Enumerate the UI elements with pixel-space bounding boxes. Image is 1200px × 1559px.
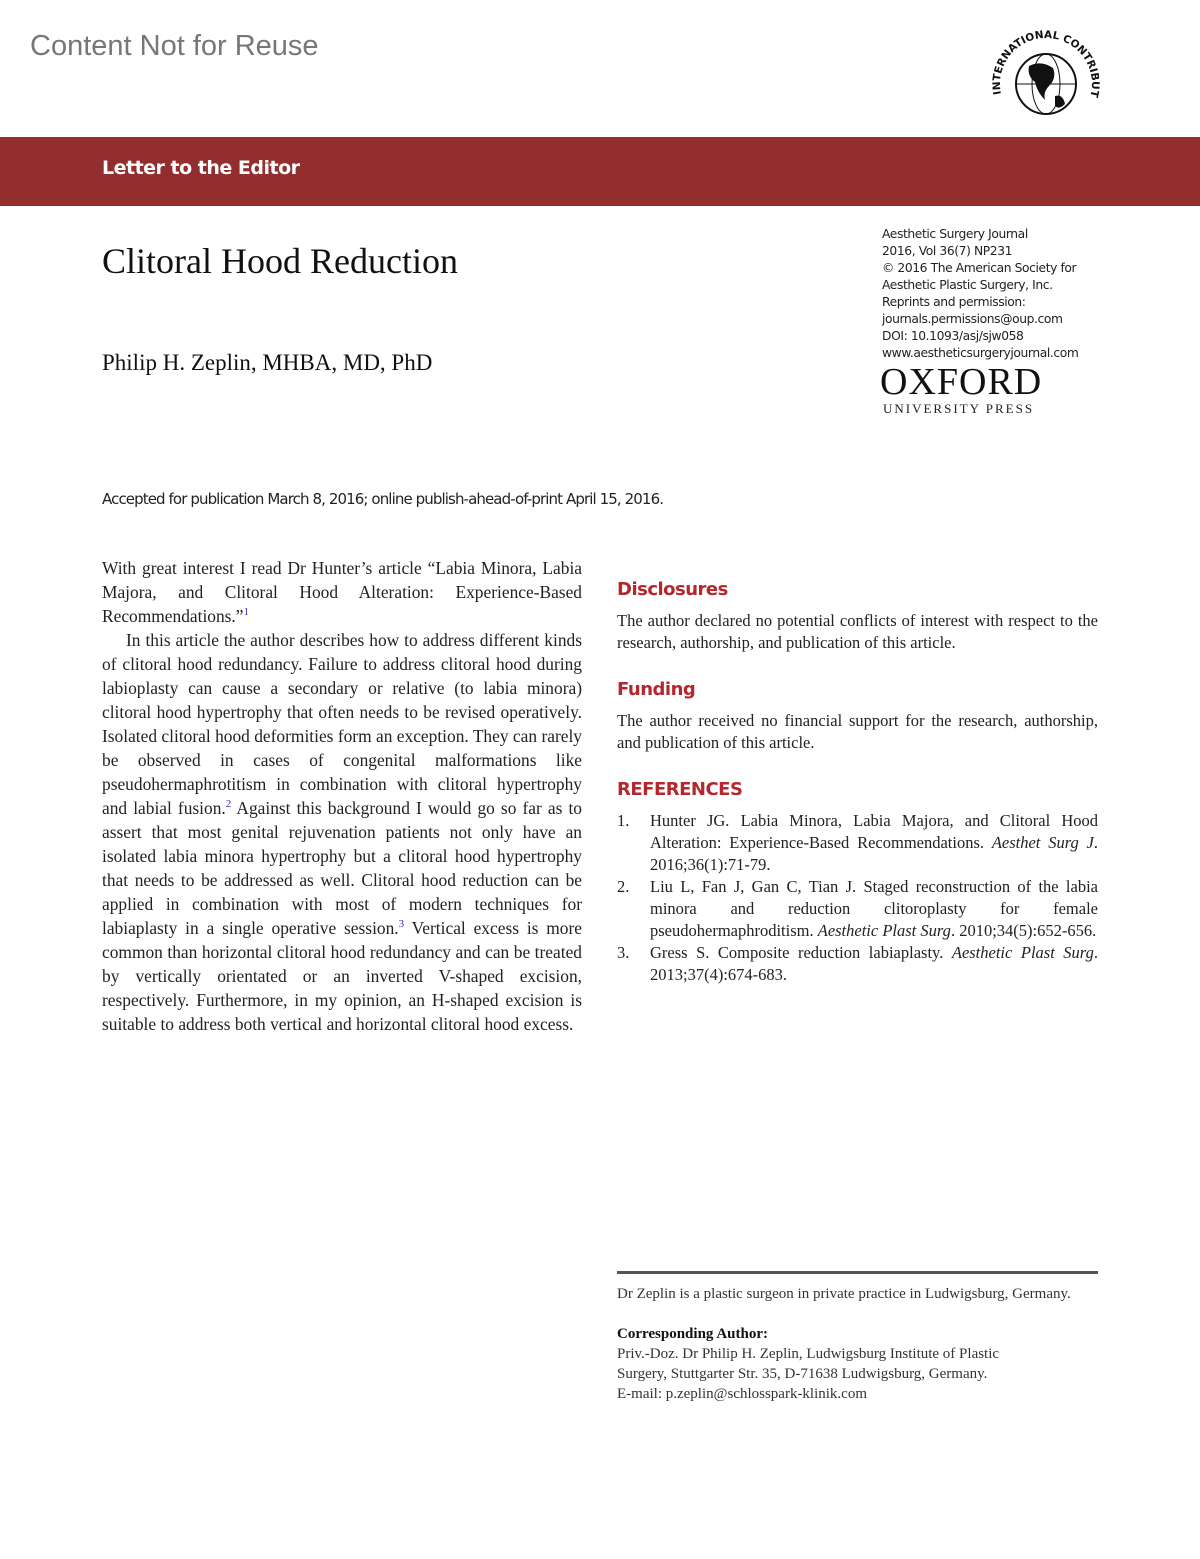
paragraph-text: Against this background I would go so far as to assert that most genital rejuvenation patients not only have an isolated labia minora hypertrophy but a clitoral hood hypertrophy that needs to be addressed as well. Clitoral hood reduction can be applied in combination with most of modern techniques for labiaplasty in a single operative session. bbox=[102, 798, 582, 938]
funding-text: The author received no financial support for the research, authorship, and publication of this article. bbox=[617, 711, 1098, 752]
journal-info-line: © 2016 The American Society for bbox=[882, 261, 1077, 275]
reference-number: 3. bbox=[617, 943, 630, 962]
citation-link[interactable]: 1 bbox=[243, 606, 250, 619]
reference-authors-title: Hunter JG. Labia Minora, Labia Majora, and Clitoral Hood Alteration: Experience-Based Recommendations. bbox=[650, 811, 1098, 852]
doi-link[interactable]: DOI: 10.1093/asj/sjw058 bbox=[882, 329, 1024, 343]
citation-link[interactable]: 2 bbox=[225, 798, 232, 811]
corresponding-email-link[interactable]: E-mail: p.zeplin@schlosspark-klinik.com bbox=[617, 1386, 868, 1402]
corresponding-address: Surgery, Stuttgarter Str. 35, D-71638 Ludwigsburg, Germany. bbox=[617, 1366, 988, 1382]
reference-number: 2. bbox=[617, 877, 630, 896]
article-title: Clitoral Hood Reduction bbox=[102, 241, 458, 281]
reference-volume: . 2010;34(5):652-656. bbox=[950, 921, 1097, 940]
accepted-date: Accepted for publication March 8, 2016; online publish-ahead-of-print April 15, 2016. bbox=[102, 490, 664, 508]
funding-heading: Funding bbox=[617, 679, 696, 700]
reference-authors-title: Gress S. Composite reduction labiaplasty. bbox=[650, 943, 952, 962]
reference-volume: . 2013;37(4):674-683. bbox=[650, 943, 1098, 984]
journal-info-line: Aesthetic Plastic Surgery, Inc. bbox=[882, 278, 1053, 292]
reference-item bbox=[617, 810, 1098, 876]
reference-authors-title: Liu L, Fan J, Gan C, Tian J. Staged reconstruction of the labia minora and reduction clitoroplasty for female pseudohermaphroditism. bbox=[650, 877, 1098, 940]
publisher-logo: OXFORD bbox=[880, 361, 1043, 403]
permissions-email-link[interactable]: journals.permissions@oup.com bbox=[882, 312, 1063, 326]
journal-info bbox=[882, 226, 1078, 362]
article-author: Philip H. Zeplin, MHBA, MD, PhD bbox=[102, 350, 433, 375]
paragraph bbox=[102, 628, 582, 1060]
corresponding-address: Priv.-Doz. Dr Philip H. Zeplin, Ludwigsburg Institute of Plastic bbox=[617, 1346, 1000, 1362]
author-footnote bbox=[617, 1271, 1098, 1404]
disclosures-heading: Disclosures bbox=[617, 579, 728, 600]
right-column bbox=[617, 556, 1098, 986]
reference-journal: Aesthetic Plast Surg bbox=[951, 943, 1094, 962]
references-heading: REFERENCES bbox=[617, 779, 743, 800]
reference-number: 1. bbox=[617, 811, 630, 830]
paragraph-text: In this article the author describes how to address different kinds of clitoral hood redundancy. Failure to address clitoral hood during labioplasty can cause a secondary or relative (to labia minora) clitoral hood hypertrophy that often needs to be revised operatively. Isolated clitoral hood deformities form an exception. They can rarely be observed in cases of congenital malformations like pseudohermaphrotitism in combination with clitoral hypertrophy and labial fusion. bbox=[102, 630, 582, 818]
reference-text bbox=[650, 942, 1098, 986]
paragraph-text: Vertical excess is more common than horizontal clitoral hood redundancy and can be treated by vertically orientated or an inverted V-shaped excision, respectively. Furthermore, in my opinion, an H-shaped excision is suitable to address both vertical and horizontal clitoral hood excess. bbox=[102, 918, 582, 1034]
author-affiliation: Dr Zeplin is a plastic surgeon in private practice in Ludwigsburg, Germany. bbox=[617, 1286, 1071, 1302]
corresponding-author-label: Corresponding Author: bbox=[617, 1326, 768, 1342]
reference-text bbox=[650, 876, 1098, 942]
reference-journal: Aesthet Surg J bbox=[991, 833, 1094, 852]
watermark: Content Not for Reuse bbox=[30, 30, 319, 62]
references-list bbox=[617, 810, 1098, 986]
section-label: Letter to the Editor bbox=[102, 157, 300, 179]
section-band bbox=[0, 137, 1200, 206]
publisher-subtitle: UNIVERSITY PRESS bbox=[883, 401, 1035, 416]
reference-text bbox=[650, 810, 1098, 876]
citation-link[interactable]: 3 bbox=[398, 918, 405, 931]
reference-journal: Aesthetic Plast Surg bbox=[817, 921, 951, 940]
reference-volume: . 2016;36(1):71-79. bbox=[650, 833, 1098, 874]
journal-info-line: Reprints and permission: bbox=[882, 295, 1026, 309]
journal-info-line: Aesthetic Surgery Journal bbox=[882, 227, 1028, 241]
logo-text: INTERNATIONAL CONTRIBUTION bbox=[983, 15, 1102, 99]
journal-info-line: 2016, Vol 36(7) NP231 bbox=[882, 244, 1013, 258]
left-column bbox=[102, 556, 582, 1060]
paragraph bbox=[102, 556, 582, 628]
reference-item bbox=[617, 876, 1098, 942]
international-contribution-globe-icon bbox=[983, 15, 1108, 134]
paragraph-text: With great interest I read Dr Hunter’s article “Labia Minora, Labia Majora, and Clitoral Hood Alteration: Experience-Based Recommendations.” bbox=[102, 558, 582, 626]
reference-item bbox=[617, 942, 1098, 986]
journal-website-link[interactable]: www.aestheticsurgeryjournal.com bbox=[882, 346, 1079, 360]
disclosures-text: The author declared no potential conflicts of interest with respect to the research, authorship, and publication of this article. bbox=[617, 611, 1098, 652]
